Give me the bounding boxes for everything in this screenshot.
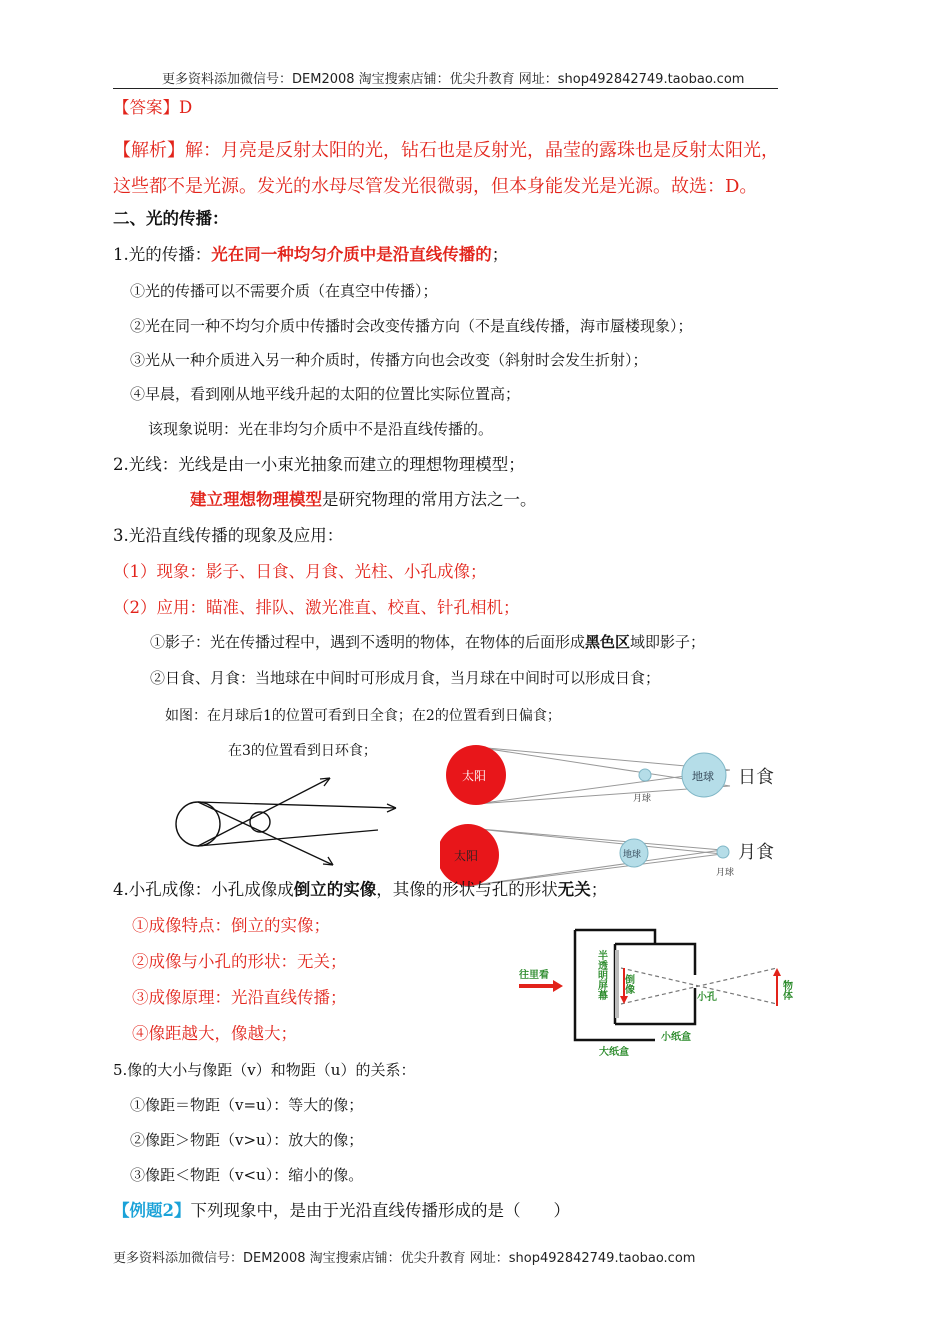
pinhole-camera-diagram (515, 920, 805, 1058)
answer-label: 【答案】 (113, 98, 179, 117)
p5-title: 5.像的大小与像距（v）和物距（u）的关系： (113, 1061, 416, 1079)
big-box-label: 大纸盒 (599, 1047, 629, 1058)
p3-phenomena: （1）现象：影子、日食、月食、光柱、小孔成像； (113, 562, 487, 581)
analysis-line-1: 【解析】解：月亮是反射太阳的光，钻石也是反射光，晶莹的露珠也是反射太阳光， (113, 140, 779, 161)
p2-emphasis: 建立理想物理模型 (190, 490, 322, 509)
p3-figure-note-2: 在3的位置看到日环食； (228, 743, 377, 759)
p2-line-2: 建立理想物理模型是研究物理的常用方法之一。 (190, 490, 537, 509)
moon-icon (639, 769, 651, 781)
p3-title: 3.光沿直线传播的现象及应用： (113, 526, 344, 545)
p1-item: ③光从一种介质进入另一种介质时，传播方向也会改变（斜射时会发生折射）； (130, 351, 648, 369)
example-label: 【例题2】 (113, 1201, 191, 1220)
hole-label: 小孔 (697, 992, 717, 1003)
p1-item: ②光在同一种不均匀介质中传播时会改变传播方向（不是直线传播，海市蜃楼现象）； (130, 317, 693, 335)
moon-circle (250, 812, 270, 832)
p4-item: ④像距越大，像越大； (132, 1024, 297, 1043)
p4-heading: 4.小孔成像：小孔成像成倒立的实像，其像的形状与孔的形状无关； (113, 880, 608, 899)
image-label: 倒像 (622, 974, 634, 994)
look-in-label: 往里看 (519, 970, 549, 981)
p4-item: ②成像与小孔的形状：无关； (132, 952, 347, 971)
screen-label: 半透明屏幕 (595, 950, 607, 1000)
moon-icon (717, 846, 729, 858)
example-2: 【例题2】下列现象中，是由于光沿直线传播形成的是（ ） (113, 1201, 570, 1220)
object-label: 物体 (780, 980, 792, 1000)
small-box-label: 小纸盒 (661, 1032, 691, 1043)
p1-note: 该现象说明：光在非均匀介质中不是沿直线传播的。 (148, 420, 494, 438)
section-title: 二、光的传播： (113, 209, 229, 228)
analysis-line-2: 这些都不是光源。发光的水母尽管发光很微弱，但本身能发光是光源。故选：D。 (113, 176, 758, 197)
svg-text:地球: 地球 (692, 770, 714, 783)
solar-eclipse-label: 日食 (738, 767, 774, 788)
svg-text:月球: 月球 (716, 868, 735, 878)
annular-eclipse-diagram (168, 770, 404, 878)
svg-text:月球: 月球 (633, 794, 652, 804)
p1-emphasis: 光在同一种均匀介质中是沿直线传播的 (211, 245, 492, 264)
page-footer: 更多资料添加微信号：DEM2008 淘宝搜索店铺：优尖升教育 网址：shop492842749.taobao.com (113, 1251, 696, 1266)
p3-applications: （2）应用：瞄准、排队、激光准直、校直、针孔相机； (113, 598, 520, 617)
p1-item: ①光的传播可以不需要介质（在真空中传播）； (130, 282, 438, 300)
p3-figure-note: 如图：在月球后1的位置可看到日全食；在2的位置看到日偏食； (165, 708, 561, 724)
eclipse-diagram (440, 738, 800, 888)
p4-item: ①成像特点：倒立的实像； (132, 916, 330, 935)
p5-item: ③像距＜物距（v<u）：缩小的像。 (130, 1166, 364, 1184)
svg-text:地球: 地球 (623, 850, 642, 860)
svg-text:太阳: 太阳 (462, 769, 487, 783)
p5-item: ②像距＞物距（v>u）：放大的像； (130, 1131, 364, 1149)
answer-value: D (179, 98, 193, 117)
header-rule (113, 88, 778, 89)
p5-item: ①像距＝物距（v=u）：等大的像； (130, 1096, 364, 1114)
analysis-label: 【解析】 (113, 140, 185, 161)
p4-item: ③成像原理：光沿直线传播； (132, 988, 347, 1007)
lunar-eclipse-label: 月食 (738, 842, 774, 863)
p3-eclipse: ②日食、月食：当地球在中间时可形成月食，当月球在中间时可以形成日食； (150, 669, 661, 687)
p2-line: 2.光线：光线是由一小束光抽象而建立的理想物理模型； (113, 455, 525, 474)
page-header: 更多资料添加微信号：DEM2008 淘宝搜索店铺：优尖升教育 网址：shop492842749.taobao.com (162, 72, 745, 87)
p1-item: ④早晨，看到刚从地平线升起的太阳的位置比实际位置高； (130, 385, 521, 403)
answer-line (113, 98, 192, 118)
p3-shadow: ①影子：光在传播过程中，遇到不透明的物体，在物体的后面形成黑色区域即影子； (150, 633, 706, 651)
screen (615, 950, 619, 1018)
svg-text:太阳: 太阳 (454, 849, 479, 863)
p1-heading: 1.光的传播：光在同一种均匀介质中是沿直线传播的； (113, 245, 509, 264)
